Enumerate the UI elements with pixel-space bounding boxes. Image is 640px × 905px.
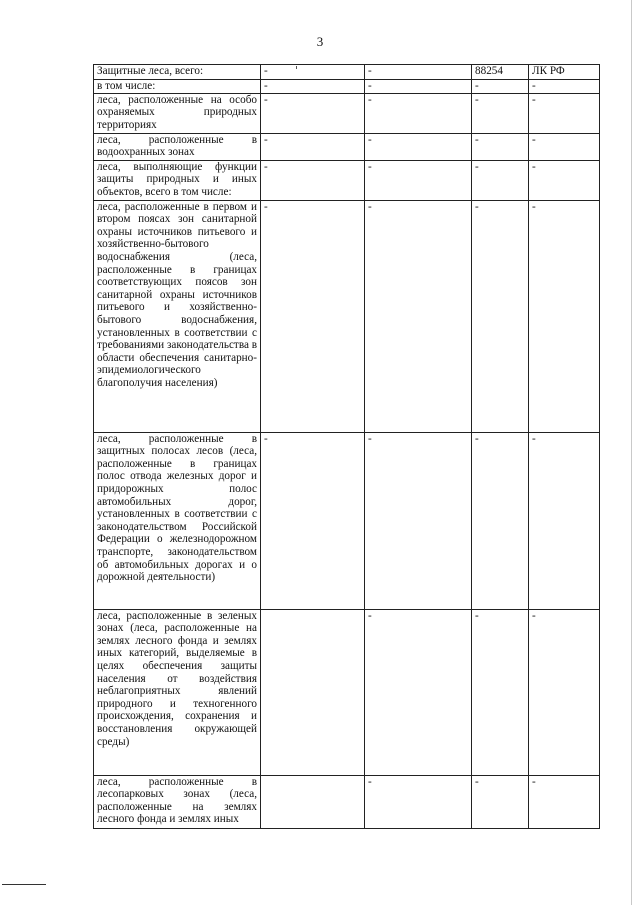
cell-value: - bbox=[365, 93, 472, 133]
cell-value: - bbox=[261, 200, 365, 432]
cell-value: 88254 bbox=[472, 65, 529, 80]
cell-value: - bbox=[472, 432, 529, 609]
table-row bbox=[94, 93, 600, 133]
row-label-total: Защитные леса, всего: bbox=[94, 65, 261, 80]
cell-value: - bbox=[261, 80, 365, 94]
row-label-forest-park-zones: леса, расположенные в лесопарковых зонах (леса, расположенные на землях лесного фонда и землях иных bbox=[94, 775, 261, 828]
cell-value: - bbox=[529, 93, 600, 133]
cell-value: - bbox=[365, 609, 472, 775]
cell-value: - bbox=[529, 775, 600, 828]
cell-value: - bbox=[261, 133, 365, 160]
cell-value bbox=[261, 775, 365, 828]
cell-value: - bbox=[529, 200, 600, 432]
cell-value bbox=[261, 609, 365, 775]
cell-value: - bbox=[529, 160, 600, 200]
cell-value: - bbox=[472, 609, 529, 775]
scan-artifact-line bbox=[2, 884, 46, 885]
cell-value: - bbox=[529, 80, 600, 94]
cell-value: - bbox=[365, 160, 472, 200]
cell-value: - bbox=[365, 65, 472, 80]
cell-value: - bbox=[529, 133, 600, 160]
cell-value: - bbox=[472, 200, 529, 432]
table-row bbox=[94, 432, 600, 609]
table-row bbox=[94, 65, 600, 80]
cell-value: - bbox=[365, 775, 472, 828]
cell-value: - bbox=[261, 432, 365, 609]
protective-forests-table bbox=[93, 64, 600, 829]
row-label-protective-strips: леса, расположенные в защитных полосах лесов (леса, расположенные в границах полос отвода железных дорог и придорожных полос автомобильных дорог, установленных в соответствии с законодательством Российской Федерации о железнодорожном транспорте, законодательством об автомобильных дорогах и о дорожной деятельности) bbox=[94, 432, 261, 609]
cell-value: - bbox=[472, 160, 529, 200]
row-label-green-zones: леса, расположенные в зеленых зонах (леса, расположенные на землях лесного фонда и землях иных категорий, выделяемые в целях обеспечения защиты населения от воздействия неблагоприятных явлений природного и техногенного происхождения, сохранения и восстановления окружающей среды) bbox=[94, 609, 261, 775]
table-row bbox=[94, 775, 600, 828]
cell-value: - bbox=[365, 133, 472, 160]
cell-value: - bbox=[365, 432, 472, 609]
cell-value: - bbox=[529, 609, 600, 775]
table-row bbox=[94, 609, 600, 775]
row-label-water-protection: леса, расположенные в водоохранных зонах bbox=[94, 133, 261, 160]
row-label-sanitary-zones: леса, расположенные в первом и втором поясах зон санитарной охраны источников питьевого и хозяйственно-бытового водоснабжения (леса, расположенные в границах соответствующих поясов зон санитарной охраны источников питьевого и хозяйственно-бытового водоснабжения, установленных в соответствии с требованиями законодательства в области обеспечения санитарно-эпидемиологического благополучия населения) bbox=[94, 200, 261, 432]
cell-value: - bbox=[261, 93, 365, 133]
cell-value: ЛК РФ bbox=[529, 65, 600, 80]
cell-value: - bbox=[261, 65, 365, 80]
table-row bbox=[94, 200, 600, 432]
row-label-including: в том числе: bbox=[94, 80, 261, 94]
page-number: 3 bbox=[316, 34, 324, 49]
cell-value: - bbox=[472, 93, 529, 133]
table-row bbox=[94, 160, 600, 200]
row-label-protection-functions: леса, выполняющие функции защиты природных и иных объектов, всего в том числе: bbox=[94, 160, 261, 200]
table-row bbox=[94, 80, 600, 94]
cell-value: - bbox=[365, 200, 472, 432]
cell-value: - bbox=[472, 133, 529, 160]
row-label-protected-areas: леса, расположенные на особо охраняемых природных территориях bbox=[94, 93, 261, 133]
scan-edge-line bbox=[631, 0, 632, 905]
cell-value: - bbox=[365, 80, 472, 94]
cell-value: - bbox=[472, 775, 529, 828]
cell-value: - bbox=[529, 432, 600, 609]
cell-value: - bbox=[261, 160, 365, 200]
cell-value: - bbox=[472, 80, 529, 94]
table-row bbox=[94, 133, 600, 160]
